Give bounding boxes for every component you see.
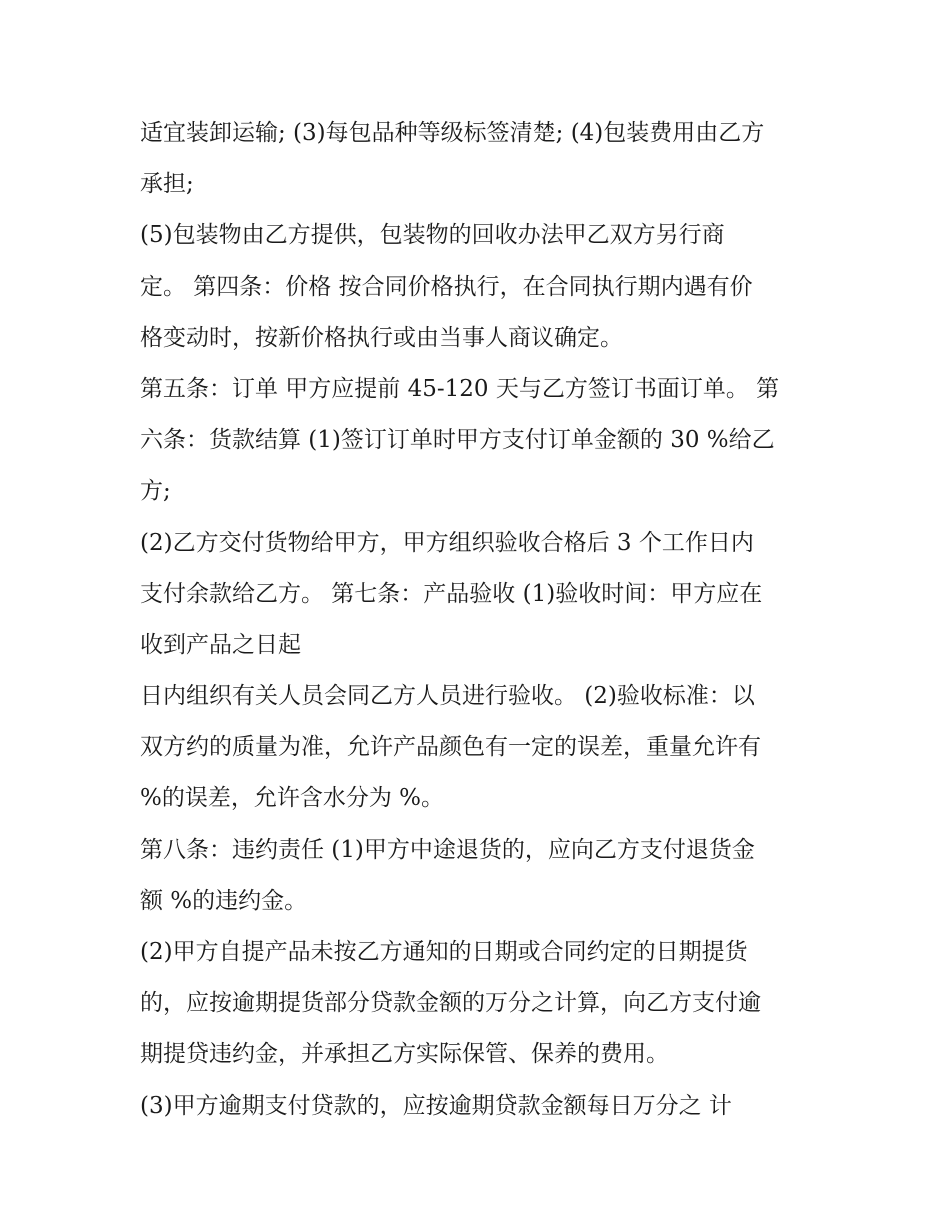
text-line: 定。 第四条：价格 按合同价格执行，在合同执行期内遇有价 [140,273,753,300]
text-line: 支付余款给乙方。 第七条：产品验收 (1)验收时间：甲方应在 [140,580,763,607]
text-line: 期提贷违约金，并承担乙方实际保管、保养的费用。 [140,1041,669,1068]
text-line: 的，应按逾期提货部分贷款金额的万分之计算，向乙方支付逾 [140,990,761,1017]
text-line: (2)甲方自提产品未按乙方通知的日期或合同约定的日期提货 [140,939,748,965]
text-line: 六条：货款结算 (1)签订订单时甲方支付订单金额的 30 %给乙 [140,427,775,454]
text-line: %的误差，允许含水分为 %。 [140,785,445,812]
document-body [140,108,820,1132]
text-line: 双方约的质量为准，允许产品颜色有一定的误差，重量允许有 [140,734,761,761]
text-line: 收到产品之日起 [140,631,301,658]
text-line: (2)乙方交付货物给甲方，甲方组织验收合格后 3 个工作日内 [140,529,754,556]
text-line: 方; [140,478,171,505]
text-line: (3)甲方逾期支付贷款的，应按逾期贷款金额每日万分之 计 [140,1092,732,1119]
text-line: 额 %的违约金。 [140,887,308,914]
text-line: 适宜装卸运输; (3)每包品种等级标签清楚; (4)包装费用由乙方 [140,120,765,146]
text-line: 第八条：违约责任 (1)甲方中途退货的，应向乙方支付退货金 [140,836,755,863]
text-line: 格变动时，按新价格执行或由当事人商议确定。 [140,324,623,351]
text-line: 日内组织有关人员会同乙方人员进行验收。 (2)验收标准：以 [140,683,755,710]
text-line: 第五条：订单 甲方应提前 45-120 天与乙方签订书面订单。 第 [140,375,780,402]
text-line: 承担; [140,171,194,198]
text-line: (5)包装物由乙方提供，包装物的回收办法甲乙双方另行商 [140,222,725,249]
